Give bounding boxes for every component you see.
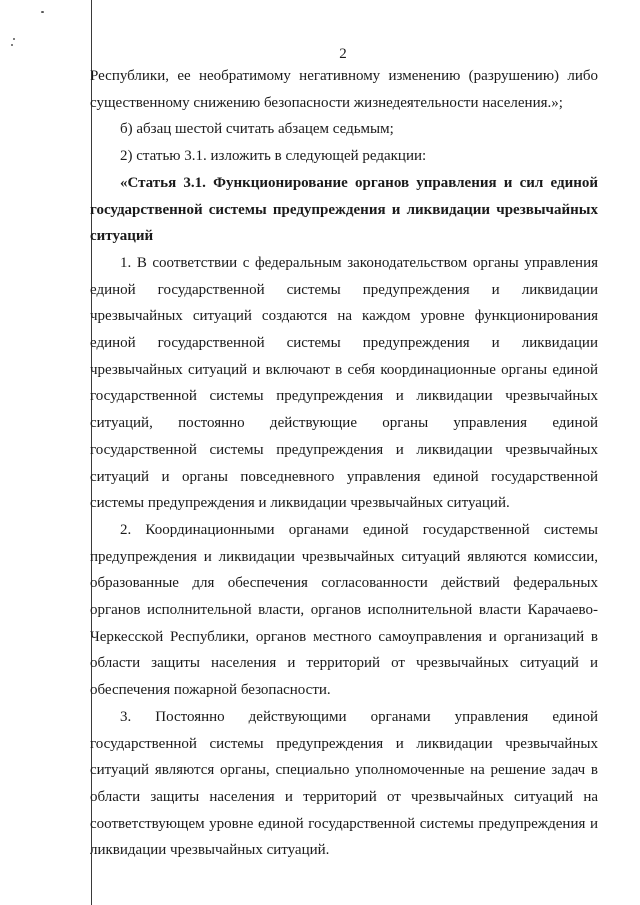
paragraph-clause-1: 1. В соответствии с федеральным законодательством органы управления единой государственной системы предупреждения и ликвидации чрезвычайных ситуаций создаются на каждом уровне функционирования единой государственной системы предупреждения и ликвидации чрезвычайных ситуаций и включают в себя координационные органы единой государственной системы предупреждения и ликвидации чрезвычайных ситуаций, постоянно действующие органы управления единой государственной системы предупреждения и ликвидации чрезвычайных ситуаций и органы повседневного управления единой государственной системы предупреждения и ликвидации чрезвычайных ситуаций.: [90, 254, 598, 512]
page-number: 2: [339, 46, 347, 62]
article-heading: «Статья 3.1. Функционирование органов управления и сил единой государственной системы предупреждения и ликвидации чрезвычайных ситуаций: [90, 174, 598, 245]
paragraph-item-b: б) абзац шестой считать абзацем седьмым;: [120, 121, 394, 138]
scan-speck: [41, 11, 44, 13]
document-body: [90, 63, 598, 864]
paragraph-item-2: 2) статью 3.1. изложить в следующей редакции:: [120, 148, 427, 165]
paragraph-clause-3: 3. Постоянно действующими органами управления единой государственной системы предупреждения и ликвидации чрезвычайных ситуаций являются органы, специально уполномоченные на решение задач в области защиты населения и территорий от чрезвычайных ситуаций на соответствующем уровне единой государственной системы предупреждения и ликвидации чрезвычайных ситуаций.: [90, 708, 598, 859]
paragraph-continuation: Республики, ее необратимому негативному изменению (разрушению) либо существенному снижению безопасности жизнедеятельности населения.»;: [90, 68, 598, 111]
scan-speck: [13, 38, 15, 40]
paragraph-clause-2: 2. Координационными органами единой государственной системы предупреждения и ликвидации чрезвычайных ситуаций являются комиссии, образованные для обеспечения согласованности действий федеральных органов исполнительной власти, органов исполнительной власти Карачаево-Черкесской Республики, органов местного самоуправления и организаций в области защиты населения и территорий от чрезвычайных ситуаций и обеспечения пожарной безопасности.: [90, 521, 598, 699]
